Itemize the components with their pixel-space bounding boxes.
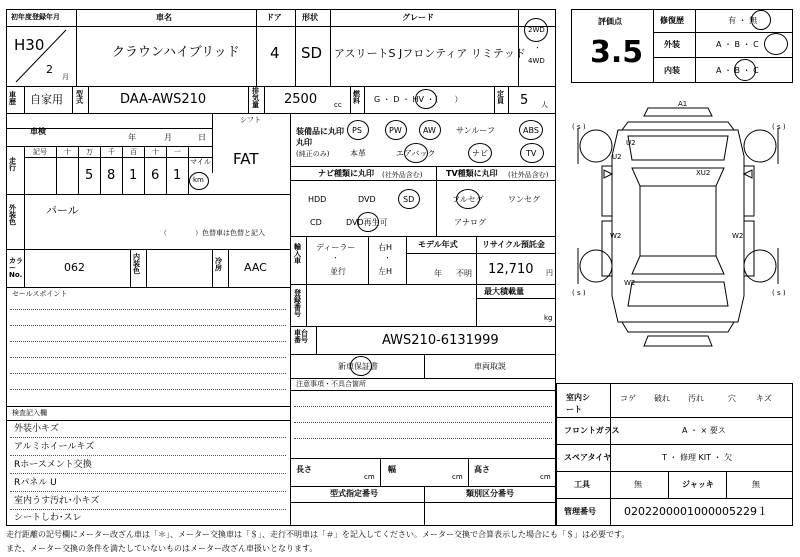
- interior-label: 内装: [664, 66, 680, 75]
- import-sep-2: ・: [384, 254, 391, 262]
- registration-label: 登録番号: [294, 289, 301, 318]
- eq-ps: PS: [352, 126, 362, 135]
- length-label: 長さ: [296, 465, 312, 474]
- eq-tv: TV: [526, 149, 537, 158]
- warranty-new-car: 新車保証書: [338, 362, 378, 371]
- tv-label: TV種類に丸印: [446, 169, 498, 178]
- color-label: 外装色: [9, 204, 16, 226]
- import-parallel: 並行: [330, 267, 346, 276]
- ac-value: AAC: [244, 261, 267, 274]
- drive-2wd: 2WD: [528, 26, 545, 34]
- inspector-note-0: 外装小キズ: [14, 424, 59, 434]
- eq-airbag: エアバック: [396, 149, 436, 158]
- equipment-maru: 丸印: [296, 138, 312, 147]
- usage-value: 自家用: [30, 93, 63, 106]
- seat-opt-1: 破れ: [654, 394, 670, 403]
- inspection-label: 車検: [30, 127, 46, 136]
- inspector-label: 検査記入欄: [12, 409, 47, 417]
- drive-separator: ・: [534, 44, 541, 52]
- eq-abs: ABS: [523, 126, 539, 135]
- capacity-label: 定員: [497, 90, 504, 105]
- sales-point-label: セールスポイント: [12, 290, 68, 298]
- mileage-header-3: 千: [108, 148, 115, 156]
- diagram-mark-w2-2: W2: [624, 279, 636, 287]
- model-year-unknown: 不明: [456, 269, 472, 278]
- mileage-header-2: 万: [86, 148, 93, 156]
- seat-label: 室内シート: [566, 393, 590, 414]
- interior-options: A ・ B ・ C: [716, 66, 759, 75]
- door-value: 4: [270, 44, 280, 62]
- grade-value: アスリートS Jフロンティア リミテッド: [334, 47, 526, 60]
- diagram-mark-xu2: XU2: [696, 169, 711, 177]
- color-no-value: 062: [64, 261, 85, 274]
- eq-leather: 本革: [350, 149, 366, 158]
- mileage-digit-4: 1: [129, 168, 138, 183]
- height-unit: cm: [540, 473, 551, 481]
- import-label: 輸入車: [294, 243, 301, 265]
- width-unit: cm: [452, 473, 463, 481]
- model-year-year: 年: [434, 269, 442, 278]
- nav-sd: SD: [403, 195, 415, 204]
- car-name-label: 車名: [156, 13, 172, 22]
- max-load-unit: kg: [544, 314, 553, 322]
- diagram-mark-w2-3: W2: [732, 232, 744, 240]
- car-name-value: クラウンハイブリッド: [112, 45, 240, 60]
- diagram-mark-u2-1: U2: [626, 139, 636, 147]
- chassis-label: 車台番号: [294, 329, 308, 344]
- score-label: 評価点: [598, 17, 622, 26]
- car-damage-diagram: [558, 96, 798, 376]
- repair-none-circle: [751, 10, 771, 30]
- usage-label: 車歴: [9, 91, 16, 106]
- fuel-options: G ・ D ・ HV ・（ ）: [374, 95, 463, 104]
- width-label: 幅: [388, 465, 396, 474]
- exterior-c-circle: [764, 33, 788, 55]
- seat-opt-2: 汚れ: [688, 394, 704, 403]
- mileage-header-0: 記号: [33, 148, 47, 156]
- eq-sunroof: サンルーフ: [456, 126, 495, 135]
- diagram-mark-w2-1: W2: [610, 232, 622, 240]
- type-number-label: 型式指定番号: [330, 489, 378, 498]
- model-label: 型式: [76, 90, 83, 105]
- tools-value: 無: [634, 480, 642, 489]
- exterior-options: A ・ B ・ C: [716, 40, 759, 49]
- footer-line-2: また、メーター交換の条件を満たしていないものはメーター改ざん車扱いとなります。: [6, 544, 318, 553]
- displacement-unit: cc: [334, 101, 342, 109]
- diagram-s-1: ( s ): [572, 123, 586, 131]
- fuel-hv-circle: [415, 89, 437, 109]
- mileage-header-1: 十: [64, 148, 71, 156]
- seat-opt-0: コゲ: [620, 394, 636, 403]
- diagram-mark-u2-2: U2: [612, 153, 622, 161]
- max-load-label: 最大積載量: [484, 287, 524, 296]
- color-note: （ ）色替車は色替と記入: [160, 229, 265, 237]
- inspector-note-3: Rパネル U: [14, 478, 57, 488]
- shape-value: SD: [301, 44, 323, 62]
- mileage-digit-6: 1: [173, 168, 182, 183]
- windshield-options: A ・ × 要ス: [682, 426, 726, 435]
- displacement-label: 排気量: [252, 87, 259, 109]
- mileage-header-6: 一: [174, 148, 181, 156]
- inspector-note-4: 室内うす汚れ･小キズ: [14, 496, 100, 506]
- displacement-value: 2500: [284, 92, 318, 107]
- first-reg-month: 2: [46, 63, 53, 76]
- eq-navi: ナビ: [472, 149, 488, 158]
- nav-dvd-play: DVD再生可: [346, 218, 388, 227]
- recycle-value: 12,710: [488, 262, 534, 277]
- grade-label: グレード: [402, 13, 434, 22]
- first-reg-year: H30: [14, 36, 45, 54]
- length-unit: cm: [364, 473, 375, 481]
- caution-label: 注意事項・不具合箇所: [296, 380, 366, 388]
- equipment-sub: (純正のみ): [296, 150, 330, 158]
- shift-value: FAT: [233, 150, 259, 168]
- nav-dvd: DVD: [358, 195, 376, 204]
- nav-sub: (社外品含む): [382, 171, 423, 179]
- nav-label: ナビ種類に丸印: [318, 169, 374, 178]
- tools-label: 工具: [574, 480, 590, 489]
- eq-pw: PW: [389, 126, 402, 135]
- import-left: 左H: [378, 267, 393, 276]
- inspection-day-unit: 日: [198, 133, 206, 142]
- spare-tire-options: T ・ 修理 KIT ・ 欠: [662, 453, 733, 462]
- import-right: 右H: [378, 243, 393, 252]
- mileage-digit-2: 5: [85, 168, 94, 183]
- diagram-s-3: ( s ): [572, 289, 586, 297]
- diagram-s-2: ( s ): [772, 123, 786, 131]
- score-value: 3.5: [590, 35, 644, 70]
- first-reg-month-unit: 月: [62, 73, 69, 81]
- management-value: 0202200001000005229１: [624, 505, 768, 518]
- tv-oneseg: ワンセグ: [508, 195, 540, 204]
- seat-opt-4: キズ: [756, 394, 772, 403]
- inspection-year-unit: 年: [128, 133, 136, 142]
- mileage-digit-5: 6: [151, 168, 160, 183]
- import-dealer: ディーラー: [316, 243, 356, 252]
- diagram-mark-a1: A1: [678, 100, 688, 108]
- capacity-unit: 人: [541, 101, 548, 109]
- import-sep: ・: [332, 254, 339, 262]
- footer-line-1: 走行距離の記号欄にメーター改ざん車は「＊」、メーター交換車は「＄」、走行不明車は「＃」を記入してください。メーター交換で合算表示した場合にも「＄」は必要です。: [6, 530, 630, 539]
- drive-4wd: 4WD: [528, 57, 545, 65]
- first-reg-label: 初年度登録年月: [11, 13, 60, 21]
- jack-value: 無: [752, 480, 760, 489]
- interior-b-circle: [734, 59, 756, 81]
- model-year-label: モデル年式: [418, 240, 458, 249]
- model-value: DAA-AWS210: [120, 92, 207, 107]
- repair-label: 修復歴: [660, 16, 684, 25]
- nav-hdd: HDD: [308, 195, 327, 204]
- seat-opt-3: 穴: [728, 394, 736, 403]
- inspector-note-1: アルミホイールキズ: [14, 442, 95, 452]
- eq-aw: AW: [423, 126, 436, 135]
- spare-tire-label: スペアタイヤ: [564, 453, 612, 462]
- exterior-label: 外装: [664, 40, 680, 49]
- shape-label: 形状: [302, 13, 318, 22]
- recycle-unit: 円: [546, 269, 553, 277]
- diagram-s-4: ( s ): [772, 289, 786, 297]
- tv-sub: (社外品含む): [508, 171, 549, 179]
- management-label: 管理番号: [564, 507, 596, 516]
- color-no-label: カラーNo.: [9, 257, 23, 279]
- chassis-value: AWS210-6131999: [382, 333, 499, 348]
- fuel-label: 燃料: [353, 90, 360, 105]
- class-number-label: 類別区分番号: [466, 489, 514, 498]
- jack-label: ジャッキ: [682, 480, 714, 489]
- tv-analog: アナログ: [454, 218, 486, 227]
- equipment-label: 装備品に丸印: [296, 127, 344, 136]
- mileage-header-5: 十: [152, 148, 159, 156]
- mileage-unit-mile: マイル: [190, 158, 211, 166]
- tv-fullseg: フルセグ: [452, 195, 484, 204]
- mileage-label: 走行: [9, 157, 16, 172]
- mileage-header-4: 百: [130, 148, 137, 156]
- ac-label: 冷房: [215, 257, 222, 272]
- mileage-digit-3: 8: [107, 168, 116, 183]
- repair-options: 有 ・ 無: [728, 16, 758, 25]
- inspection-month-unit: 月: [164, 133, 172, 142]
- nav-cd: CD: [310, 218, 322, 227]
- capacity-value: 5: [520, 93, 529, 108]
- shift-label: シフト: [240, 116, 261, 124]
- height-label: 高さ: [474, 465, 490, 474]
- interior-color-label: 内装色: [133, 253, 140, 275]
- windshield-label: フロントガラス: [564, 426, 620, 435]
- inspector-note-5: シートしわ･スレ: [14, 513, 82, 523]
- color-value: パール: [46, 204, 79, 217]
- warranty-manual: 車両取説: [474, 362, 506, 371]
- recycle-label: リサイクル預託金: [482, 240, 545, 249]
- inspector-note-2: Rホースメント交換: [14, 460, 92, 470]
- door-label: ドア: [266, 13, 282, 22]
- mileage-unit-km: km: [193, 176, 204, 184]
